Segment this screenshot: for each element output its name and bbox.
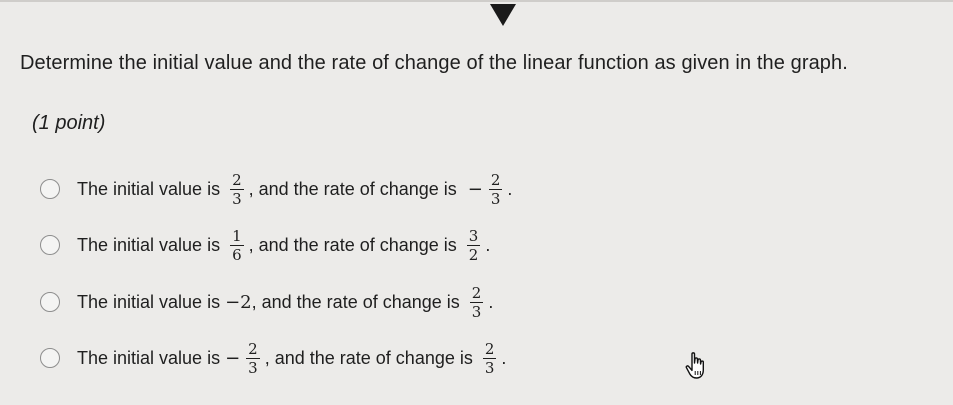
option-2-initial-numerator: 1 (232, 226, 242, 245)
top-divider (0, 0, 953, 2)
radio-button-1[interactable] (40, 179, 60, 199)
question-prompt: Determine the initial value and the rate of change of the linear function as given in the graph. (20, 52, 848, 74)
option-1-rate-sign: − (467, 178, 483, 200)
option-4-initial-sign: − (225, 347, 241, 369)
option-1-initial-fraction (230, 172, 244, 207)
option-1-initial-denominator: 3 (232, 189, 242, 208)
option-2-prefix: The initial value is (77, 234, 226, 255)
option-2-initial-denominator: 6 (232, 245, 242, 264)
caret-down-icon[interactable] (490, 4, 516, 26)
option-2-middle: , and the rate of change is (248, 234, 462, 255)
option-3-rate-numerator: 2 (471, 283, 482, 302)
option-2-rate-fraction (467, 228, 481, 263)
radio-button-3[interactable] (40, 292, 60, 312)
option-3-rate-fraction (470, 285, 484, 320)
option-4-initial-denominator: 3 (248, 358, 258, 377)
option-4-initial-numerator: 2 (248, 339, 258, 358)
hand-pointer-icon (684, 351, 710, 381)
option-3-rate-denominator: 3 (471, 302, 482, 321)
answer-option-1[interactable] (40, 169, 512, 209)
option-1-suffix: . (507, 178, 513, 199)
option-1-middle: , and the rate of change is (248, 178, 462, 199)
option-2-initial-fraction (230, 228, 244, 263)
option-4-initial-fraction (246, 341, 260, 376)
option-4-prefix: The initial value is (77, 347, 226, 368)
option-1-initial-numerator: 2 (232, 170, 242, 189)
option-2-rate-denominator: 2 (468, 245, 479, 264)
option-1-rate-fraction (489, 172, 503, 207)
option-4-middle: , and the rate of change is (264, 347, 478, 368)
option-3-suffix: . (488, 291, 494, 312)
question-points: (1 point) (32, 112, 106, 134)
option-1-rate-numerator: 2 (490, 170, 501, 189)
answer-option-4[interactable] (40, 338, 506, 378)
option-4-suffix: . (501, 347, 507, 368)
answer-option-2[interactable] (40, 225, 490, 265)
radio-button-2[interactable] (40, 235, 60, 255)
option-1-prefix: The initial value is (77, 178, 226, 199)
radio-button-4[interactable] (40, 348, 60, 368)
option-3-middle: , and the rate of change is (251, 291, 465, 312)
option-1-rate-denominator: 3 (490, 189, 501, 208)
option-4-rate-denominator: 3 (484, 358, 495, 377)
option-2-suffix: . (485, 234, 491, 255)
option-4-rate-numerator: 2 (484, 339, 495, 358)
option-4-rate-fraction (483, 341, 497, 376)
option-3-prefix: The initial value is (77, 291, 226, 312)
option-3-initial-value: −2 (225, 291, 252, 313)
answer-option-3[interactable] (40, 282, 493, 322)
option-2-rate-numerator: 3 (468, 226, 479, 245)
